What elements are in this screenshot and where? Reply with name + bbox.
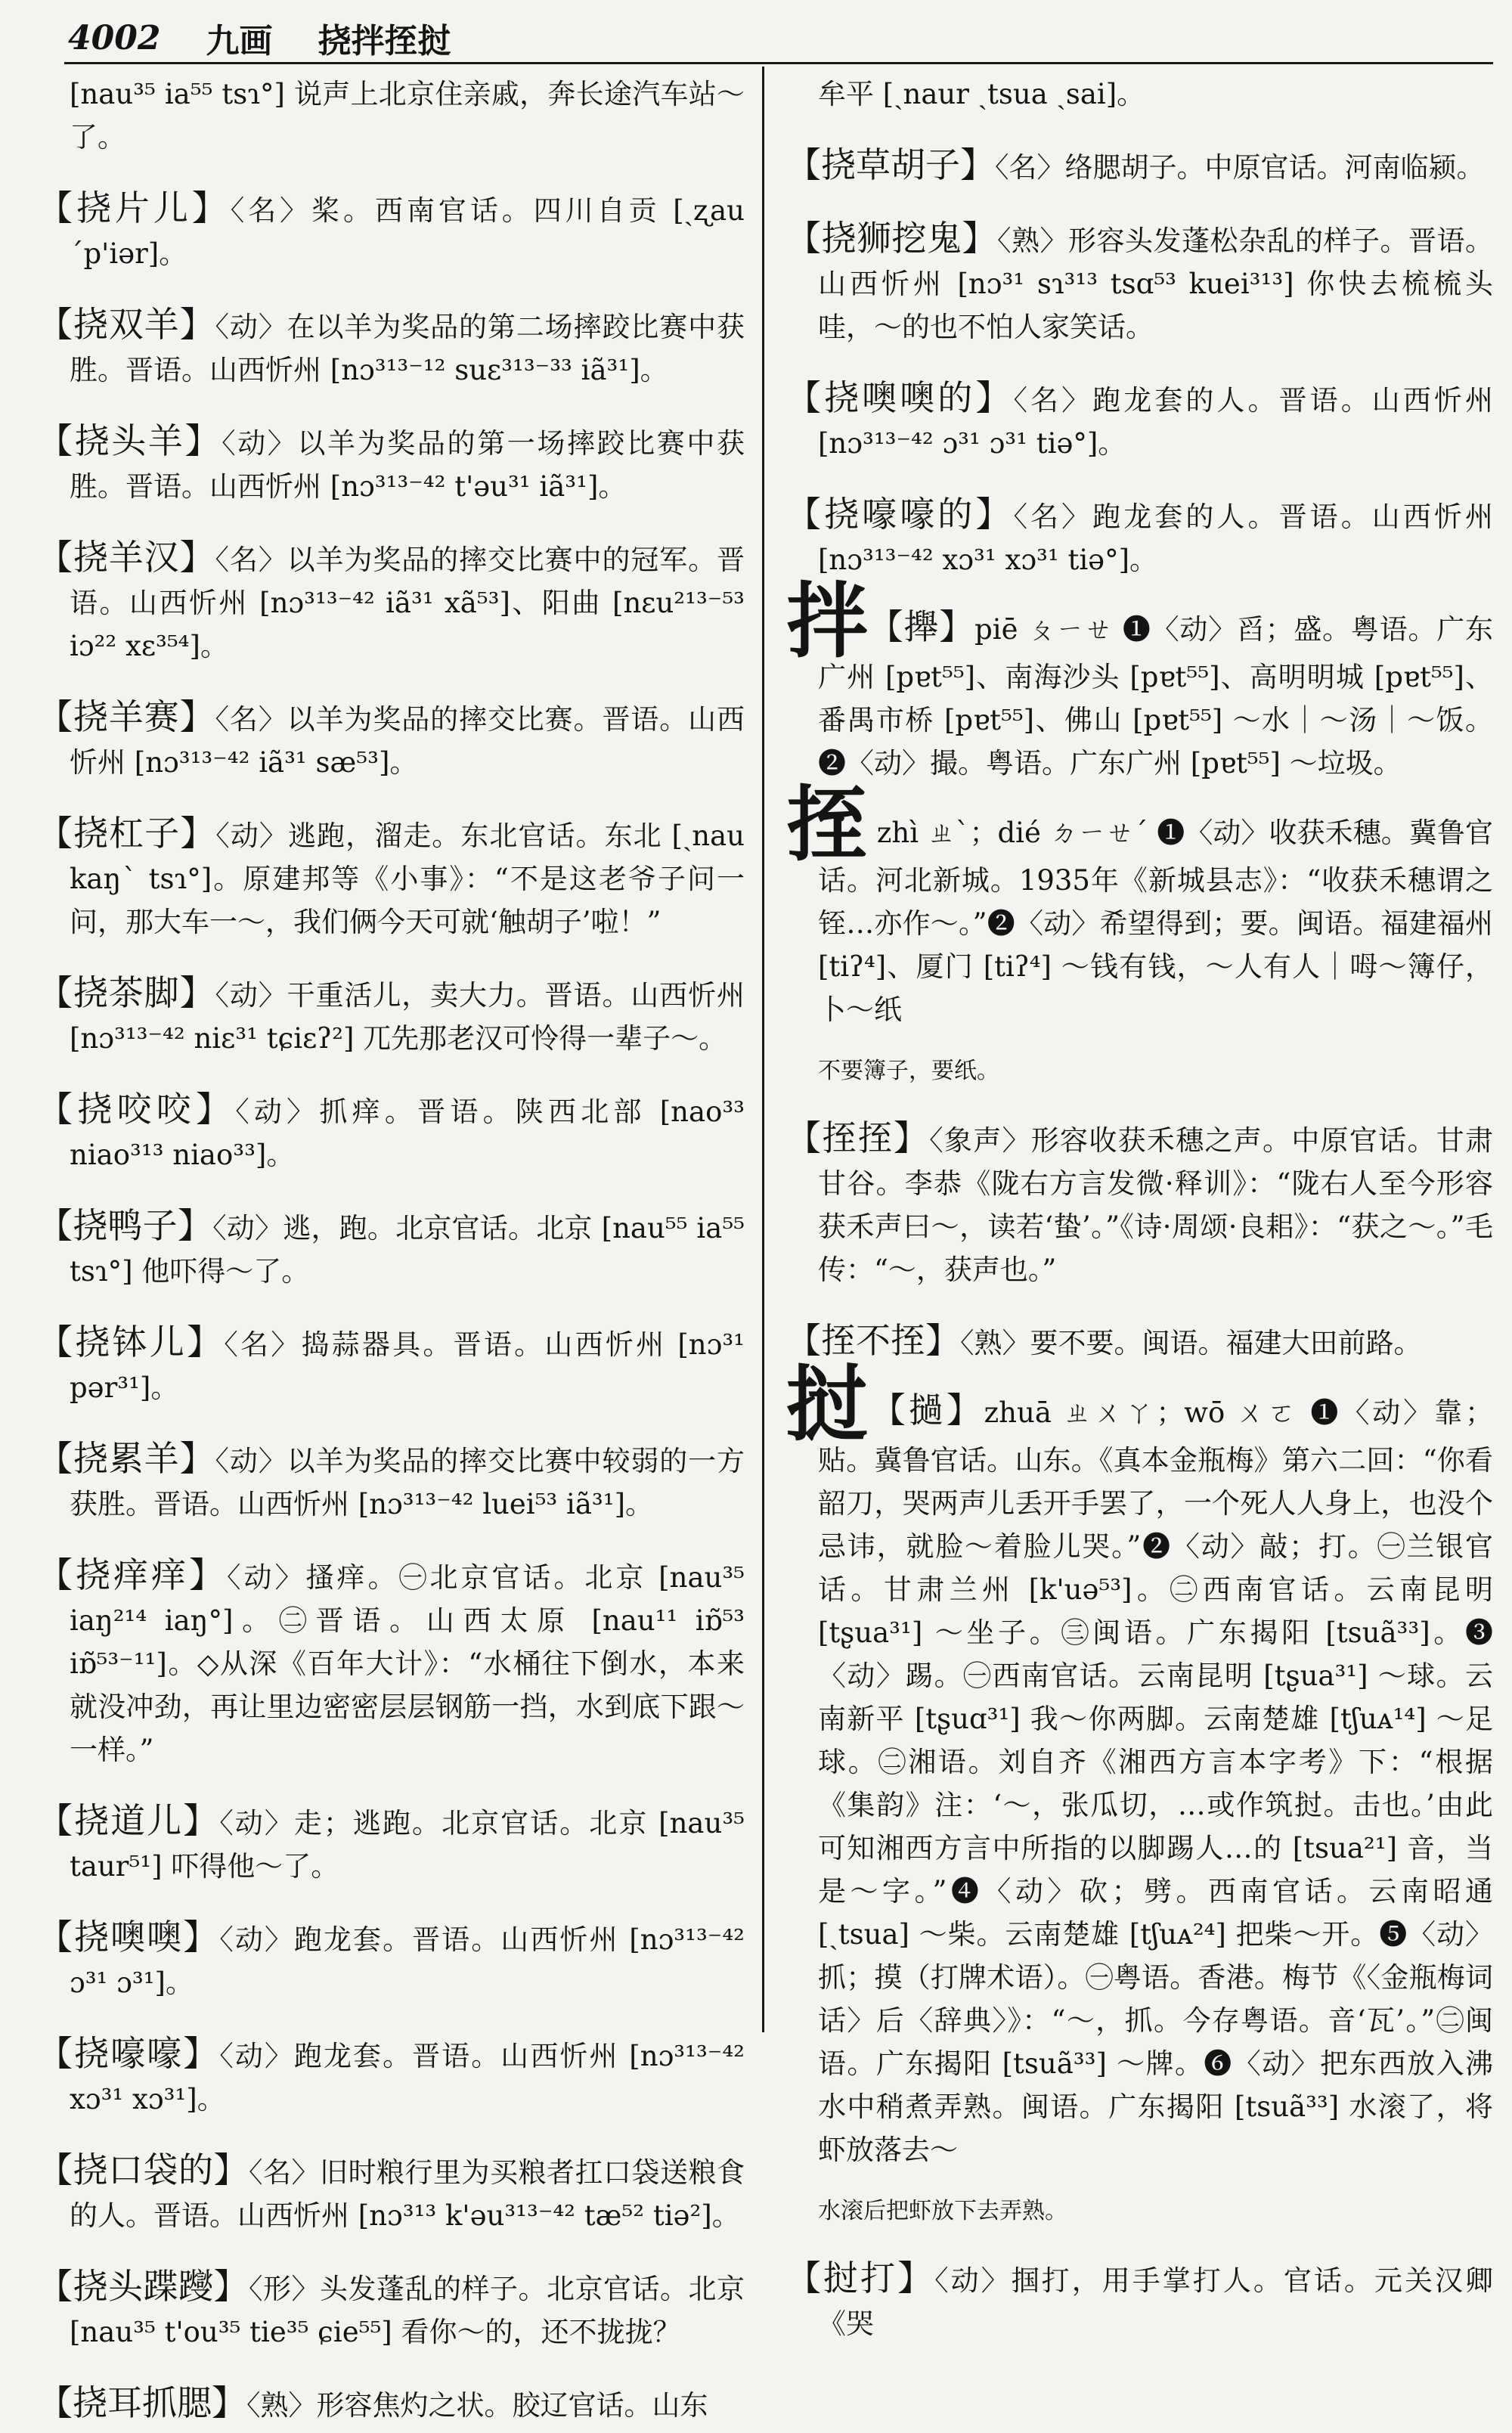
entry-headword: 【挠道儿】 [38,1800,220,1841]
entry-definition: 〈动〉跑龙套。晋语。山西忻州 [nɔ³¹³⁻⁴² ɔ³¹ ɔ³¹]。 [70,1923,745,1999]
entry-headword: 【挠嚎嚎的】 [786,494,1014,535]
right-column [786,73,1493,2351]
entry-headword: 【挠狮挖鬼】 [786,218,997,259]
entry-headword: 【挠累羊】 [38,1438,215,1479]
entry-headword: 【挠草胡子】 [786,144,995,185]
stroke-count: 九画 [206,22,273,60]
head-character: 拌 [786,574,869,669]
entry-definition: piē ㄆㄧㄝ ❶〈动〉舀；盛。粤语。广东广州 [pɐt⁵⁵]、南海沙头 [pɐt⁵⁵]、高明明城 [pɐt⁵⁵]、番禺市桥 [pɐt⁵⁵]、佛山 [pɐt⁵⁵] ～水｜～汤｜～饭。❷〈动〉撮。粤语。广东广州 [pɐt⁵⁵] ～垃圾。 [818,613,1493,779]
dictionary-entry: 牟平 [ˏnaur ˏtsua ˏsai]。 [818,78,1145,110]
entry-headword: 【挠头羊】 [38,420,222,461]
left-column [38,73,745,2433]
header-rule [64,62,1493,64]
entry-definition: 〈名〉旧时粮行里为买粮者扛口袋送粮食的人。晋语。山西忻州 [nɔ³¹³ k'əu³¹³⁻⁴² tæ⁵² tiə²]。 [70,2156,745,2232]
entry-headword: 【挠嚎嚎】 [38,2033,220,2074]
dictionary-entry [38,1321,745,1409]
entry-definition: 〈名〉桨。西南官话。四川自贡 [ˏʐau ˊp'iər]。 [70,194,745,270]
dictionary-entry [786,493,1493,581]
dictionary-entry [38,2032,745,2121]
dictionary-entry [786,144,1493,189]
variant-form: 【攑】 [868,606,975,647]
entry-headword: 【挠鸭子】 [38,1205,213,1246]
dictionary-entry [38,420,745,508]
entry-definition: 〈动〉逃，跑。北京官话。北京 [nau⁵⁵ ia⁵⁵ tsɿ°] 他吓得～了。 [70,1212,745,1288]
entry-definition: 〈动〉以羊为奖品的第一场摔跤比赛中获胜。晋语。山西忻州 [nɔ³¹³⁻⁴² t'əu³¹ iã³¹]。 [70,427,745,503]
entry-definition: 〈名〉络腮胡子。中原官话。河南临颍。 [995,151,1485,184]
dictionary-entry [38,187,745,275]
dictionary-entry [38,696,745,784]
entry-definition: 〈动〉抓痒。晋语。陕西北部 [nao³³ niao³¹³ niao³³]。 [70,1096,745,1171]
entry-definition: 〈象声〉形容收获禾穗之声。中原官话。甘肃甘谷。李恭《陇右方言发微·释训》：“陇右人至今形容获禾声曰～，读若‘蛰’。”《诗·周颂·良耜》：“获之～。”毛传：“～，获声也。” [818,1124,1494,1286]
entry-definition: 〈名〉以羊为奖品的摔交比赛中的冠军。晋语。山西忻州 [nɔ³¹³⁻⁴² iã³¹ xã⁵³]、阳曲 [nɛu²¹³⁻⁵³ iɔ²² xɛ³⁵⁴]。 [70,544,745,662]
dictionary-entry [38,1554,745,1771]
entry-definition: 〈动〉走；逃跑。北京官话。北京 [nau³⁵ taur⁵¹] 吓得他～了。 [70,1807,745,1883]
entry-headword: 【挠耳抓腮】 [38,2382,246,2423]
dictionary-entry [38,2382,745,2427]
dictionary-entry [38,536,745,668]
entry-headword: 【挠片儿】 [38,188,231,228]
dictionary-entry [786,2257,1493,2345]
dictionary-entry [786,377,1493,465]
dictionary-entry [38,1799,745,1888]
entry-definition: 〈熟〉要不要。闽语。福建大田前路。 [960,1327,1422,1359]
dictionary-entry [38,1916,745,2004]
dictionary-entry [38,812,745,944]
dictionary-entry [38,1088,745,1176]
dictionary-entry [38,2149,745,2237]
entry-definition: 〈动〉搔痒。㊀北京官话。北京 [nau³⁵ iaŋ²¹⁴ iaŋ°]。㊁晋语。山西太原 [nau¹¹ iɒ̃⁵³ iɒ̃⁵³⁻¹¹]。◇从深《百年大计》：“水桶往下倒水，本来就没冲劲，再让里边密密层层钢筋一挡，水到底下跟～一样。” [70,1561,745,1766]
entry-headword: 【挃挃】 [786,1117,930,1158]
dictionary-entry [38,1437,745,1526]
character-entry [786,777,1493,1031]
entry-headword: 【挠杠子】 [38,813,216,854]
dictionary-entry: [nau³⁵ ia⁵⁵ tsɿ°] 说声上北京住亲戚，奔长途汽车站～了。 [70,78,745,153]
head-character: 挃 [786,777,869,872]
entry-definition: 〈名〉捣蒜器具。晋语。山西忻州 [nɔ³¹ pər³¹]。 [70,1328,745,1404]
entry-headword: 【挠双羊】 [38,304,215,345]
gloss-note: 不要簿子，要纸。 [818,1058,999,1084]
dictionary-entry [38,303,745,392]
page-header [68,15,1489,60]
dictionary-entry [786,1319,1493,1365]
entry-headword: 【挠羊赛】 [38,696,215,737]
entry-definition: zhuā ㄓㄨㄚ；wō ㄨㄛ ❶〈动〉靠；贴。冀鲁官话。山东。《真本金瓶梅》第六二回：“你看韶刀，哭两声儿丢开手罢了，一个死人人身上，也没个忌讳，就脸～着脸儿哭。”❷〈动〉敲；打。㊀兰银官话。甘肃兰州 [k'uə⁵³]。㊁西南官话。云南昆明 [tʂua³¹] ～坐子。㊂闽语。广东揭阳 [tsuã³³]。❸〈动〉踢。㊀西南官话。云南昆明 [tʂua³¹] ～球。云南新平 [tʂuɑ³¹] 我～你两脚。云南楚雄 [tʃuᴀ¹⁴] ～足球。㊁湘语。刘自齐《湘西方言本字考》下：“根据《集韵》注：‘～，张瓜切，…或作筑挝。击也。’由此可知湘西方言中所指的以脚踢人…的 [tsua²¹] 音，当是～字。”❹〈动〉砍；劈。西南官话。云南昭通 [ˏtsua] ～柴。云南楚雄 [tʃuᴀ²⁴] 把柴～开。❺〈动〉抓；摸（打牌术语）。㊀粤语。香港。梅节《〈金瓶梅词话〉后〈辞典〉》：“～，抓。今存粤语。音‘瓦’。”㊁闽语。广东揭阳 [tsuã³³] ～牌。❻〈动〉把东西放入沸水中稍煮弄熟。闽语。广东揭阳 [tsuã³³] 水滚了，将虾放落去～ [818,1396,1493,2166]
entry-headword: 【挠噢噢的】 [786,377,1014,418]
character-entry [786,574,1493,785]
entry-headword: 【挠茶脚】 [38,972,215,1013]
entry-definition: 〈动〉干重活儿，卖大力。晋语。山西忻州 [nɔ³¹³⁻⁴² niɛ³¹ tɕiɛʔ²] 兀先那老汉可怜得一辈子～。 [70,979,745,1055]
entry-headword: 【挠噢噢】 [38,1917,220,1957]
header-characters: 挠拌挃挝 [318,22,451,60]
dictionary-entry [38,972,745,1060]
page-number: 4002 [68,18,161,57]
dictionary-entry [786,217,1493,349]
entry-definition: 〈动〉以羊为奖品的摔交比赛中较弱的一方获胜。晋语。山西忻州 [nɔ³¹³⁻⁴² luei⁵³ iã³¹]。 [70,1445,745,1520]
column-divider [762,67,764,2032]
entry-headword: 【挠钵儿】 [38,1322,225,1362]
entry-headword: 【挠头蹀躞】 [38,2266,249,2307]
head-character: 挝 [786,1357,871,1452]
entry-definition: 〈动〉逃跑，溜走。东北官话。东北 [ˏnau kaŋˋ tsɿ°]。原建邦等《小事》：“不是这老爷子问一问，那大车一～，我们俩今天可就‘触胡子’啦！” [70,820,745,938]
entry-definition: 〈名〉跑龙套的人。晋语。山西忻州 [nɔ³¹³⁻⁴² ɔ³¹ ɔ³¹ tiə°]。 [818,384,1494,460]
dictionary-entry [786,1117,1493,1291]
entry-definition: 〈名〉跑龙套的人。晋语。山西忻州 [nɔ³¹³⁻⁴² xɔ³¹ xɔ³¹ tiə°]。 [818,501,1494,576]
entry-definition: 〈熟〉形容头发蓬松杂乱的样子。晋语。山西忻州 [nɔ³¹ sɿ³¹³ tsɑ⁵³ kuei³¹³] 你快去梳梳头哇，～的也不怕人家笑话。 [818,225,1493,343]
variant-form: 【撾】 [870,1390,984,1430]
entry-headword: 【挠羊汉】 [38,537,215,578]
entry-headword: 【挠口袋的】 [38,2149,249,2190]
gloss-note: 水滚后把虾放下去弄熟。 [818,2198,1067,2224]
entry-definition: zhì ㄓˋ；dié ㄉㄧㄝˊ ❶〈动〉收获禾穗。冀鲁官话。河北新城。1935年《新城县志》：“收获禾穗谓之铚…亦作～。”❷〈动〉希望得到；要。闽语。福建福州 [tiʔ⁴]、厦门 [tiʔ⁴] ～钱有钱，～人有人｜呣～簿仔，卜～纸 [818,817,1493,1026]
character-entry [786,1357,1493,2171]
entry-headword: 【挃不挃】 [786,1320,960,1361]
entry-definition: 〈形〉头发蓬乱的样子。北京官话。北京 [nau³⁵ t'ou³⁵ tie³⁵ ɕie⁵⁵] 看你～的，还不拢拢？ [70,2273,745,2348]
dictionary-entry [38,2265,745,2354]
entry-definition: 〈动〉掴打，用手掌打人。官话。元关汉卿《哭 [818,2264,1494,2340]
entry-definition: 〈熟〉形容焦灼之状。胶辽官话。山东 [246,2389,708,2422]
entry-definition: 〈动〉跑龙套。晋语。山西忻州 [nɔ³¹³⁻⁴² xɔ³¹ xɔ³¹]。 [70,2040,745,2115]
entry-headword: 【挠咬咬】 [38,1089,236,1130]
entry-definition: 〈动〉在以羊为奖品的第二场摔跤比赛中获胜。晋语。山西忻州 [nɔ³¹³⁻¹² suɛ³¹³⁻³³ iã³¹]。 [70,311,745,386]
dictionary-entry [38,1204,745,1293]
entry-headword: 【挠痒痒】 [38,1554,227,1595]
entry-definition: 〈名〉以羊为奖品的摔交比赛。晋语。山西忻州 [nɔ³¹³⁻⁴² iã³¹ sæ⁵³]。 [70,703,745,779]
entry-headword: 【挝打】 [786,2258,935,2298]
